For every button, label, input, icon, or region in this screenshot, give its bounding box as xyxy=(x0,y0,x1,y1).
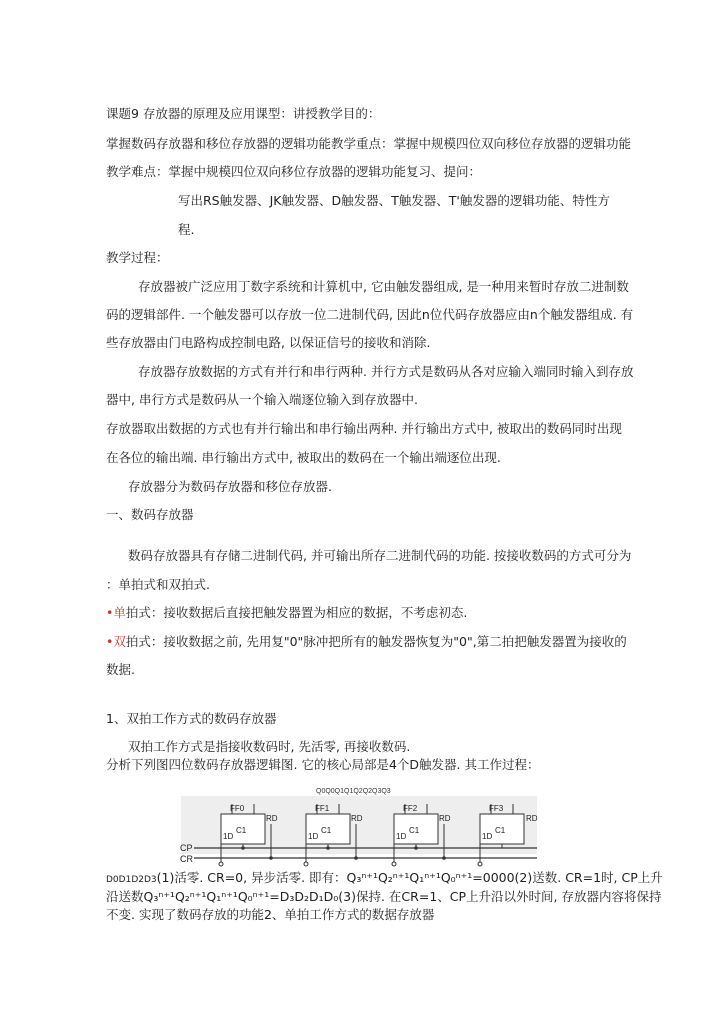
paragraph-6-line-1: 双拍工作方式是指接收数码时, 先活零, 再接收数码. xyxy=(128,739,411,754)
paragraph-5-line-1: 数码存放器具有存储二进制代码, 并可输出所存二进制代码的功能. 按接收数码的方式可分为 xyxy=(128,548,632,563)
ff1-rd-label: RD xyxy=(351,814,363,823)
teaching-difficulty-line: 教学难点：掌握中规模四位双向移位存放器的逻辑功能复习、提问： xyxy=(106,164,482,179)
bullet-text-single: 拍式：接收数据后直接把触发器置为相应的数据，不考虑初态. xyxy=(125,605,468,620)
cp-label: CP xyxy=(180,843,193,853)
lesson-title: 课题9 存放器的原理及应用课型：讲授教学目的： xyxy=(106,106,381,121)
section-heading-2: 1、双拍工作方式的数码存放器 xyxy=(106,711,277,726)
ff1-c-label: C1 xyxy=(321,826,332,835)
bullet-double-beat xyxy=(106,634,627,650)
ff2-label: FF2 xyxy=(403,804,418,813)
bullet-double-cont: 数据. xyxy=(106,662,135,677)
review-question-line: 写出RS触发器、JK触发器、D触发器、T触发器、T'触发器的逻辑功能、特性方 xyxy=(178,193,610,208)
ff3-c-label: C1 xyxy=(495,826,506,835)
ff0-c-label: C1 xyxy=(236,826,247,835)
ff0-rd-label: RD xyxy=(266,814,278,823)
ff1-d-label: 1D xyxy=(308,832,319,841)
formula-line-1 xyxy=(106,870,663,888)
cr-label: CR xyxy=(180,854,193,864)
bullet-text-double: 拍式：接收数据之前, 先用复"0"脉冲把所有的触发器恢复为"0",第二拍把触发器置为接收的 xyxy=(125,634,627,649)
paragraph-2-line-2: 器中, 串行方式是数码从一个输入端逐位输入到存放器中. xyxy=(106,392,418,407)
bullet-mark-single: •单 xyxy=(106,605,126,620)
paragraph-1-line-1: 存放器被广泛应用丁数字系统和计算机中, 它由触发器组成, 是一种用来暂时存放二进制数 xyxy=(138,279,629,294)
bullet-single-beat xyxy=(106,605,467,621)
ff1-label: FF1 xyxy=(315,804,330,813)
formula-line-3: 不变. 实现了数码存放的功能2、单拍工作方式的数据存放器 xyxy=(106,907,435,922)
formula-inputs-label: D0D1D2D3 xyxy=(106,875,157,885)
paragraph-4: 存放器分为数码存放器和移位存放器. xyxy=(128,479,332,494)
paragraph-3-line-2: 在各位的输出端. 串行输出方式中, 被取出的数码在一个输出端逐位出现. xyxy=(106,450,501,465)
formula-line-2: 沿送数Q₃ⁿ⁺¹Q₂ⁿ⁺¹Q₁ⁿ⁺¹Q₀ⁿ⁺¹=D₃D₂D₁D₀(3)保持. 在CR=1、CP上升沿以外时间, 存放器内容将保持 xyxy=(106,889,662,904)
bullet-mark-double: •双 xyxy=(106,634,126,649)
section-heading-1: 一、数码存放器 xyxy=(106,507,194,522)
ff0-d-label: 1D xyxy=(223,832,234,841)
ff2-rd-label: RD xyxy=(439,814,451,823)
ff0-label: FF0 xyxy=(230,804,245,813)
top-output-label: Q0Q0Q1Q1Q2Q2Q3Q3 xyxy=(316,788,391,795)
ff3-label: FF3 xyxy=(489,804,504,813)
paragraph-2-line-1: 存放器存放数据的方式有并行和串行两种. 并行方式是数码从各对应输入端同时输入到存放 xyxy=(138,364,634,379)
ff2-d-label: 1D xyxy=(396,832,407,841)
formula-text-1: (1)活零. CR=0, 异步活零. 即有：Q₃ⁿ⁺¹Q₂ⁿ⁺¹Q₁ⁿ⁺¹Q₀ⁿ⁺¹=0000(2)送数. CR=1时, CP上升 xyxy=(156,870,663,885)
ff3-rd-label: RD xyxy=(526,814,538,823)
paragraph-3-line-1: 存放器取出数据的方式也有并行输出和串行输出两种. 并行输出方式中, 被取出的数码同时出现 xyxy=(106,421,622,436)
paragraph-1-line-3: 些存放器由门电路构成控制电路, 以保证信号的接收和消除. xyxy=(106,335,431,350)
paragraph-1-line-2: 码的逻辑部件. 一个触发器可以存放一位二进制代码, 因此n位代码存放器应由n个触发器组成. 有 xyxy=(106,307,634,322)
paragraph-6-line-2: 分析下列图四位数码存放器逻辑图. 它的核心局部是4个D触发器. 其工作过程： xyxy=(106,757,540,772)
review-question-cont: 程. xyxy=(178,222,195,237)
register-logic-diagram xyxy=(176,784,546,870)
process-heading: 教学过程： xyxy=(106,250,169,265)
ff3-d-label: 1D xyxy=(482,832,493,841)
teaching-goal-line: 掌握数码存放器和移位存放器的逻辑功能教学重点：掌握中规模四位双向移位存放器的逻辑功能 xyxy=(106,136,632,151)
paragraph-5-line-2: ：单拍式和双拍式. xyxy=(106,577,210,592)
ff2-c-label: C1 xyxy=(409,826,420,835)
